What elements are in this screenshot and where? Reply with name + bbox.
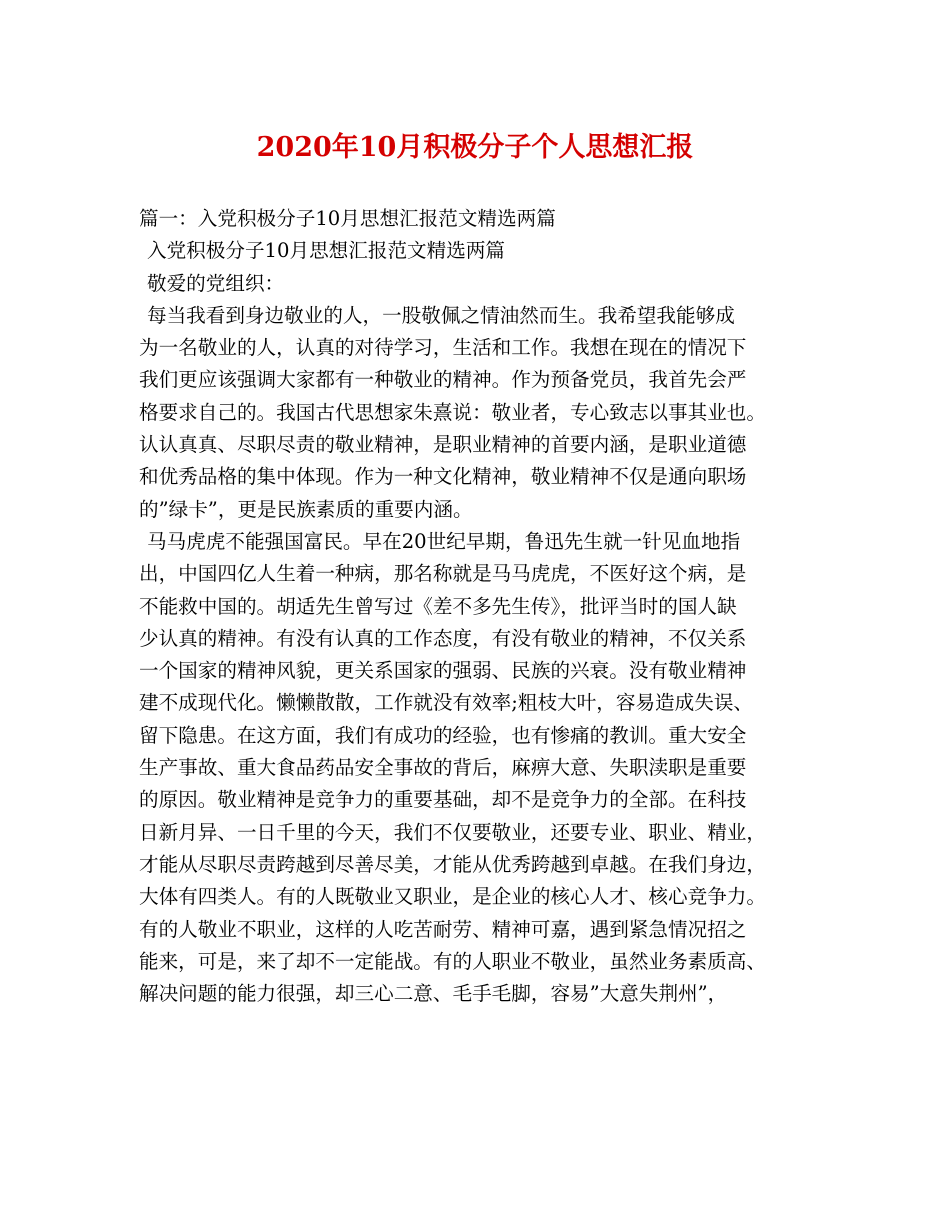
paragraph-line: 和优秀品格的集中体现。作为一种文化精神，敬业精神不仅是通向职场 <box>139 465 747 489</box>
paragraph-line: 才能从尽职尽责跨越到尽善尽美，才能从优秀跨越到卓越。在我们身边， <box>139 852 766 876</box>
paragraph-line: 日新月异、一日千里的今天，我们不仅要敬业，还要专业、职业、精业， <box>139 820 766 844</box>
paragraph-line: 出，中国四亿人生着一种病，那名称就是马马虎虎，不医好这个病，是 <box>139 562 747 586</box>
paragraph-line: 有的人敬业不职业，这样的人吃苦耐劳、精神可嘉，遇到紧急情况招之 <box>139 917 747 941</box>
paragraph-line: 的原因。敬业精神是竞争力的重要基础，却不是竞争力的全部。在科技 <box>139 788 747 812</box>
paragraph-line: 能来，可是，来了却不一定能战。有的人职业不敬业，虽然业务素质高、 <box>139 949 766 973</box>
paragraph-line: 一个国家的精神风貌，更关系国家的强弱、民族的兴衰。没有敬业精神 <box>139 659 747 683</box>
document-title: 2020年10月积极分子个人思想汇报 <box>256 132 694 163</box>
paragraph-line: 建不成现代化。懒懒散散，工作就没有效率;粗枝大叶，容易造成失误、 <box>139 691 754 715</box>
paragraph-line: 格要求自己的。我国古代思想家朱熹说：敬业者，专心致志以事其业也。 <box>139 400 766 424</box>
section-heading: 篇一：入党积极分子10月思想汇报范文精选两篇 <box>139 207 556 230</box>
paragraph-line: 认认真真、尽职尽责的敬业精神，是职业精神的首要内涵，是职业道德 <box>139 433 747 457</box>
document-body <box>139 203 829 1010</box>
paragraph-line: 每当我看到身边敬业的人，一股敬佩之情油然而生。我希望我能够成 <box>147 303 735 327</box>
paragraph-line: 我们更应该强调大家都有一种敬业的精神。作为预备党员，我首先会严 <box>139 368 747 392</box>
paragraph-line: 的”绿卡”，更是民族素质的重要内涵。 <box>139 497 473 521</box>
salutation: 敬爱的党组织： <box>147 271 285 295</box>
paragraph-line: 不能救中国的。胡适先生曾写过《差不多先生传》，批评当时的国人缺 <box>139 594 737 618</box>
paragraph-line: 生产事故、重大食品药品安全事故的背后，麻痹大意、失职渎职是重要 <box>139 756 747 780</box>
paragraph-line: 马马虎虎不能强国富民。早在20世纪早期，鲁迅先生就一针见血地指 <box>147 529 741 553</box>
paragraph-line: 入党积极分子10月思想汇报范文精选两篇 <box>147 239 506 263</box>
paragraph-line: 为一名敬业的人，认真的对待学习，生活和工作。我想在现在的情况下 <box>139 336 747 360</box>
paragraph-line: 留下隐患。在这方面，我们有成功的经验，也有惨痛的教训。重大安全 <box>139 723 747 747</box>
paragraph-line: 大体有四类人。有的人既敬业又职业，是企业的核心人才、核心竞争力。 <box>139 885 766 909</box>
paragraph-line: 解决问题的能力很强，却三心二意、毛手毛脚，容易”大意失荆州”， <box>139 982 728 1006</box>
paragraph-line: 少认真的精神。有没有认真的工作态度，有没有敬业的精神，不仅关系 <box>139 626 747 650</box>
